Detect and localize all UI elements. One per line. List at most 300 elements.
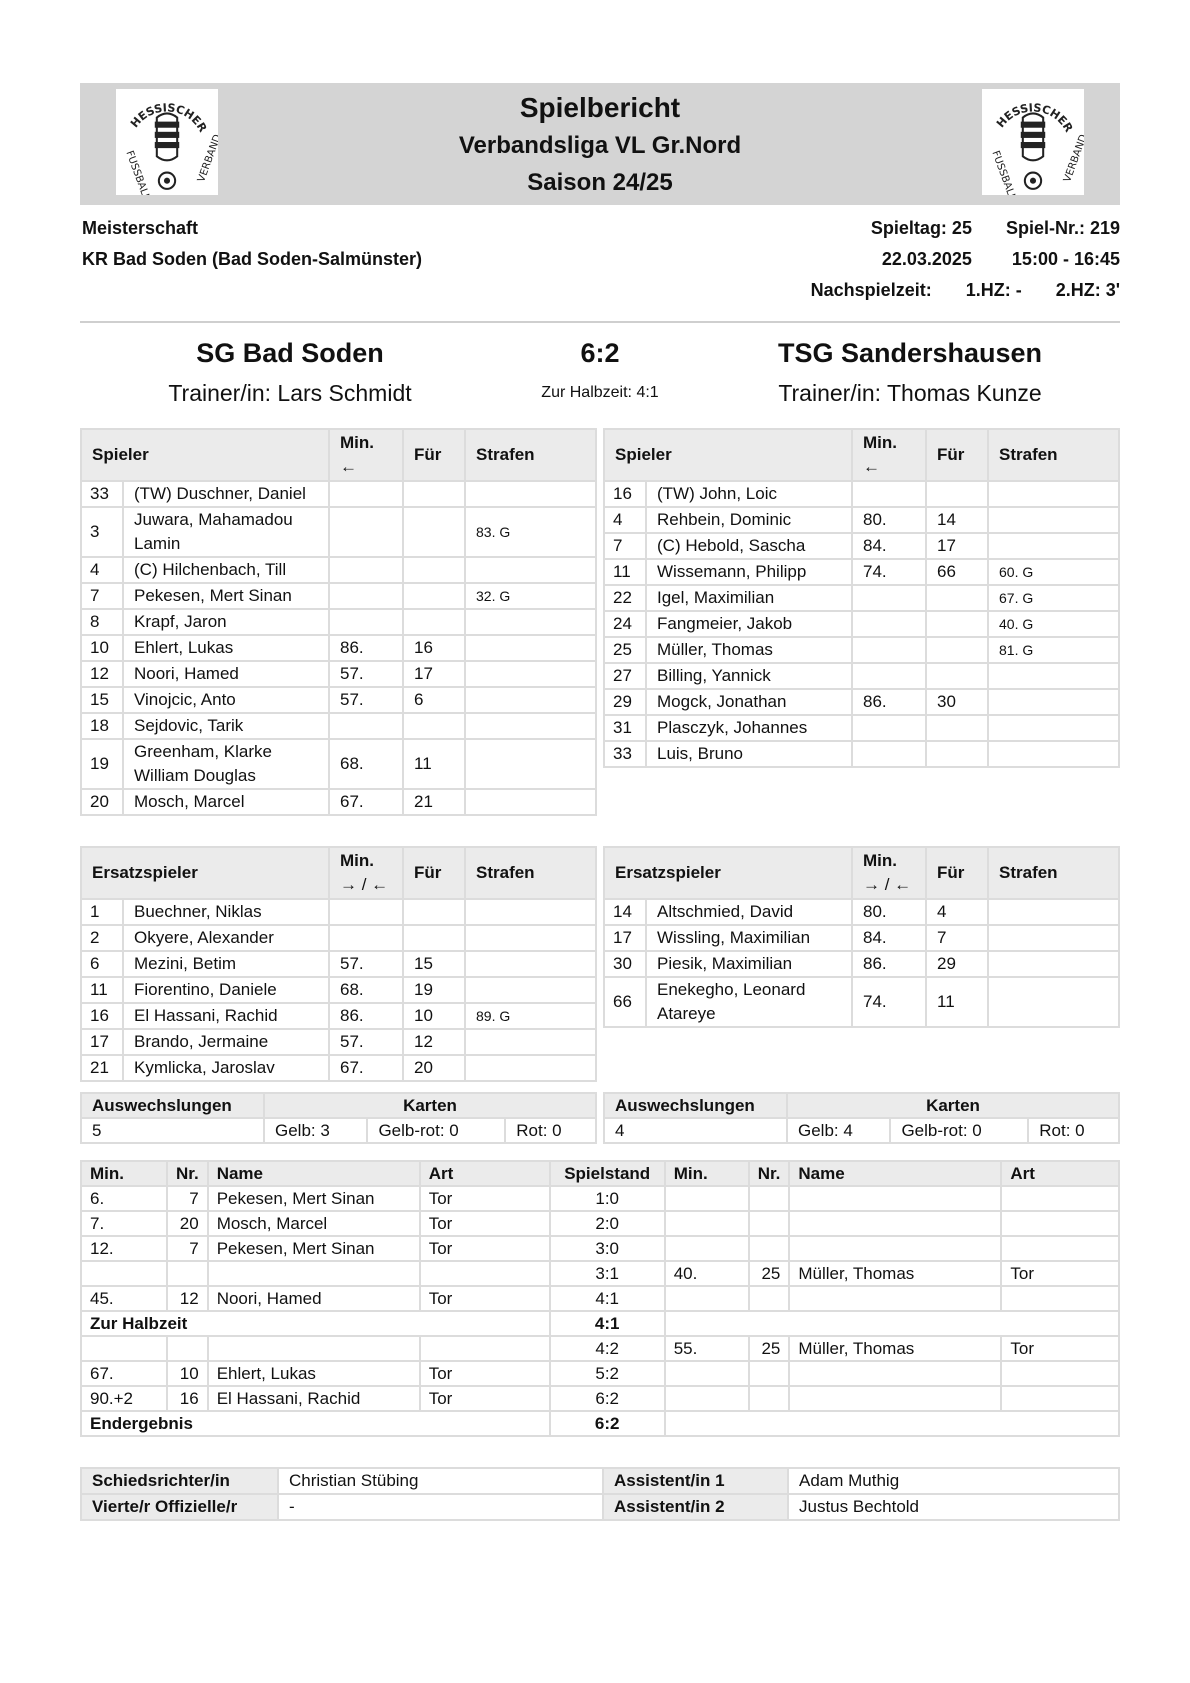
player-row bbox=[81, 583, 596, 609]
sub-minute: 57. bbox=[329, 661, 403, 687]
sub-minute: 57. bbox=[329, 951, 403, 977]
report-banner bbox=[80, 83, 1120, 205]
sub-minute: 67. bbox=[329, 789, 403, 815]
report-title: Spielbericht bbox=[519, 92, 681, 123]
player-number: 30 bbox=[604, 951, 646, 977]
summary-score: 4:1 bbox=[550, 1311, 665, 1336]
season: Saison 24/25 bbox=[527, 169, 673, 196]
penalty bbox=[988, 977, 1119, 1027]
empty-cell bbox=[665, 1311, 1119, 1336]
away-goal-minute bbox=[665, 1211, 749, 1236]
arrow-left-icon: ← bbox=[863, 457, 880, 476]
col-min: Min. ← bbox=[329, 429, 403, 481]
col-player: Spieler bbox=[81, 429, 329, 481]
player-number: 7 bbox=[81, 583, 123, 609]
referee-name: Christian Stübing bbox=[278, 1468, 603, 1494]
yellow-count: Gelb: 4 bbox=[787, 1118, 890, 1143]
away-goal-type: Tor bbox=[1001, 1261, 1119, 1286]
away-goal-minute bbox=[665, 1386, 749, 1411]
col-score: Spielstand bbox=[550, 1161, 665, 1186]
player-number: 20 bbox=[81, 789, 123, 815]
subs-header: Auswechslungen bbox=[604, 1093, 787, 1118]
away-goal-number bbox=[749, 1361, 790, 1386]
player-name: Juwara, Mahamadou Lamin bbox=[123, 507, 329, 557]
replaced-number: 29 bbox=[926, 951, 988, 977]
away-goal-type bbox=[1001, 1386, 1119, 1411]
player-name: Müller, Thomas bbox=[646, 637, 852, 663]
svg-text:FUSSBALL: FUSSBALL bbox=[123, 149, 152, 195]
player-name: Fangmeier, Jakob bbox=[646, 611, 852, 637]
player-name: (TW) John, Loic bbox=[646, 481, 852, 507]
sub-minute bbox=[329, 481, 403, 507]
replaced-number bbox=[403, 899, 465, 925]
sub-minute bbox=[852, 741, 926, 767]
col-home-nr: Nr. bbox=[167, 1161, 208, 1186]
home-goal-minute: 6. bbox=[81, 1186, 167, 1211]
running-score: 3:0 bbox=[550, 1236, 665, 1261]
player-number: 33 bbox=[81, 481, 123, 507]
player-number: 33 bbox=[604, 741, 646, 767]
sub-minute bbox=[329, 609, 403, 635]
replaced-number: 10 bbox=[403, 1003, 465, 1029]
replaced-number: 19 bbox=[403, 977, 465, 1003]
replaced-number: 21 bbox=[403, 789, 465, 815]
player-name: Sejdovic, Tarik bbox=[123, 713, 329, 739]
home-goal-scorer: Pekesen, Mert Sinan bbox=[208, 1186, 420, 1211]
home-goal-number: 10 bbox=[167, 1361, 208, 1386]
home-goal-type bbox=[420, 1261, 550, 1286]
penalty bbox=[465, 977, 596, 1003]
assistant2-name: Justus Bechtold bbox=[788, 1494, 1119, 1520]
player-name: Krapf, Jaron bbox=[123, 609, 329, 635]
player-number: 12 bbox=[81, 661, 123, 687]
replaced-number: 12 bbox=[403, 1029, 465, 1055]
sub-minute: 67. bbox=[329, 1055, 403, 1081]
player-row bbox=[604, 559, 1119, 585]
penalty bbox=[465, 609, 596, 635]
replaced-number bbox=[403, 507, 465, 557]
home-goal-type: Tor bbox=[420, 1211, 550, 1236]
away-goal-scorer bbox=[789, 1211, 1001, 1236]
penalty: 40. G bbox=[988, 611, 1119, 637]
sub-minute bbox=[329, 925, 403, 951]
replaced-number bbox=[403, 609, 465, 635]
player-number: 16 bbox=[604, 481, 646, 507]
assistant1-label: Assistent/in 1 bbox=[603, 1468, 788, 1494]
player-name: Wissling, Maximilian bbox=[646, 925, 852, 951]
cards-header: Karten bbox=[264, 1093, 596, 1118]
goal-row bbox=[81, 1211, 1119, 1236]
score-summary-row bbox=[81, 1311, 1119, 1336]
replaced-number: 6 bbox=[403, 687, 465, 713]
penalty bbox=[465, 687, 596, 713]
player-row bbox=[604, 741, 1119, 767]
assistant2-label: Assistent/in 2 bbox=[603, 1494, 788, 1520]
sub-minute: 57. bbox=[329, 687, 403, 713]
player-number: 25 bbox=[604, 637, 646, 663]
penalty bbox=[465, 1055, 596, 1081]
player-name: Buechner, Niklas bbox=[123, 899, 329, 925]
empty-cell bbox=[665, 1411, 1119, 1436]
svg-text:HESSISCHER: HESSISCHER bbox=[128, 101, 210, 135]
away-goal-number bbox=[749, 1286, 790, 1311]
home-goal-number bbox=[167, 1336, 208, 1361]
officials-table bbox=[80, 1467, 1120, 1521]
replaced-number bbox=[403, 925, 465, 951]
sub-minute: 68. bbox=[329, 977, 403, 1003]
away-goal-minute bbox=[665, 1286, 749, 1311]
goals-table bbox=[80, 1160, 1120, 1437]
away-goal-scorer bbox=[789, 1361, 1001, 1386]
player-number: 4 bbox=[604, 507, 646, 533]
penalty bbox=[465, 899, 596, 925]
penalty bbox=[988, 481, 1119, 507]
player-number: 11 bbox=[81, 977, 123, 1003]
home-goal-scorer: Ehlert, Lukas bbox=[208, 1361, 420, 1386]
home-goal-scorer: El Hassani, Rachid bbox=[208, 1386, 420, 1411]
player-name: Altschmied, David bbox=[646, 899, 852, 925]
replaced-number: 7 bbox=[926, 925, 988, 951]
penalty bbox=[988, 689, 1119, 715]
penalty bbox=[465, 635, 596, 661]
match-number: Spiel-Nr.: 219 bbox=[1005, 218, 1120, 238]
home-subs-table bbox=[80, 846, 597, 1082]
away-goal-scorer bbox=[789, 1386, 1001, 1411]
player-row bbox=[81, 713, 596, 739]
sub-minute bbox=[852, 585, 926, 611]
subs-header: Auswechslungen bbox=[81, 1093, 264, 1118]
sub-minute: 86. bbox=[852, 689, 926, 715]
col-penalties: Strafen bbox=[465, 847, 596, 899]
player-row bbox=[604, 507, 1119, 533]
sub-minute bbox=[852, 637, 926, 663]
player-row bbox=[604, 951, 1119, 977]
home-goal-scorer bbox=[208, 1336, 420, 1361]
player-name: Enekegho, Leonard Atareye bbox=[646, 977, 852, 1027]
hfv-logo-icon bbox=[982, 89, 1084, 195]
penalty bbox=[465, 789, 596, 815]
arrow-left-icon: ← bbox=[340, 457, 357, 476]
league-name: Verbandsliga VL Gr.Nord bbox=[458, 132, 742, 159]
goal-row bbox=[81, 1361, 1119, 1386]
player-number: 19 bbox=[81, 739, 123, 789]
away-goal-scorer: Müller, Thomas bbox=[789, 1261, 1001, 1286]
away-goal-number: 25 bbox=[749, 1336, 790, 1361]
subs-count: 4 bbox=[604, 1118, 787, 1143]
summary-label: Zur Halbzeit bbox=[81, 1311, 550, 1336]
away-goal-scorer bbox=[789, 1186, 1001, 1211]
replaced-number bbox=[926, 611, 988, 637]
penalty: 83. G bbox=[465, 507, 596, 557]
replaced-number bbox=[926, 585, 988, 611]
sub-minute bbox=[329, 713, 403, 739]
arrows-in-out-icon: → / ← bbox=[340, 875, 389, 894]
away-goal-number bbox=[749, 1211, 790, 1236]
player-row bbox=[81, 789, 596, 815]
matchday: Spieltag: 25 bbox=[870, 218, 972, 238]
goal-row bbox=[81, 1386, 1119, 1411]
home-goal-minute bbox=[81, 1336, 167, 1361]
venue: KR Bad Soden (Bad Soden-Salmünster) bbox=[82, 249, 423, 269]
player-row bbox=[604, 663, 1119, 689]
goal-row bbox=[81, 1186, 1119, 1211]
halftime-score: Zur Halbzeit: 4:1 bbox=[541, 384, 659, 401]
player-row bbox=[81, 1055, 596, 1081]
player-number: 17 bbox=[604, 925, 646, 951]
replaced-number bbox=[926, 741, 988, 767]
red-count: Rot: 0 bbox=[505, 1118, 596, 1143]
player-name: (C) Hilchenbach, Till bbox=[123, 557, 329, 583]
yellow-count: Gelb: 3 bbox=[264, 1118, 367, 1143]
svg-text:VERBAND: VERBAND bbox=[1062, 133, 1084, 184]
home-goal-type bbox=[420, 1336, 550, 1361]
match-date: 22.03.2025 bbox=[881, 249, 972, 269]
away-goal-type bbox=[1001, 1361, 1119, 1386]
replaced-number bbox=[403, 557, 465, 583]
replaced-number: 11 bbox=[403, 739, 465, 789]
col-away-name: Name bbox=[789, 1161, 1001, 1186]
player-number: 7 bbox=[604, 533, 646, 559]
replaced-number bbox=[926, 715, 988, 741]
away-goal-type bbox=[1001, 1186, 1119, 1211]
stoppage-second-half: 2.HZ: 3' bbox=[1055, 280, 1120, 300]
penalty: 67. G bbox=[988, 585, 1119, 611]
player-row bbox=[604, 637, 1119, 663]
away-goal-number bbox=[749, 1186, 790, 1211]
penalty bbox=[465, 951, 596, 977]
away-goal-scorer: Müller, Thomas bbox=[789, 1336, 1001, 1361]
player-number: 1 bbox=[81, 899, 123, 925]
fourth-official-label: Vierte/r Offizielle/r bbox=[81, 1494, 278, 1520]
player-number: 17 bbox=[81, 1029, 123, 1055]
home-goal-scorer: Mosch, Marcel bbox=[208, 1211, 420, 1236]
home-goal-minute bbox=[81, 1261, 167, 1286]
hfv-logo-icon bbox=[116, 89, 218, 195]
player-name: Mogck, Jonathan bbox=[646, 689, 852, 715]
col-for: Für bbox=[403, 429, 465, 481]
player-number: 31 bbox=[604, 715, 646, 741]
referee-label: Schiedsrichter/in bbox=[81, 1468, 278, 1494]
home-goal-minute: 7. bbox=[81, 1211, 167, 1236]
divider bbox=[80, 321, 1120, 323]
player-row bbox=[604, 689, 1119, 715]
sub-minute: 84. bbox=[852, 533, 926, 559]
player-row bbox=[604, 715, 1119, 741]
summary-label: Endergebnis bbox=[81, 1411, 550, 1436]
home-team-name: SG Bad Soden bbox=[196, 338, 384, 368]
away-goal-scorer bbox=[789, 1236, 1001, 1261]
home-goal-number: 20 bbox=[167, 1211, 208, 1236]
home-goal-number: 16 bbox=[167, 1386, 208, 1411]
sub-minute bbox=[852, 481, 926, 507]
away-goal-minute bbox=[665, 1236, 749, 1261]
home-goal-scorer: Pekesen, Mert Sinan bbox=[208, 1236, 420, 1261]
red-count: Rot: 0 bbox=[1028, 1118, 1119, 1143]
player-number: 10 bbox=[81, 635, 123, 661]
replaced-number: 17 bbox=[926, 533, 988, 559]
player-number: 4 bbox=[81, 557, 123, 583]
player-row bbox=[604, 899, 1119, 925]
player-row bbox=[81, 899, 596, 925]
player-row bbox=[81, 739, 596, 789]
home-goal-type: Tor bbox=[420, 1361, 550, 1386]
away-goal-number: 25 bbox=[749, 1261, 790, 1286]
player-name: Mezini, Betim bbox=[123, 951, 329, 977]
penalty bbox=[988, 899, 1119, 925]
replaced-number bbox=[926, 481, 988, 507]
player-name: Okyere, Alexander bbox=[123, 925, 329, 951]
player-number: 21 bbox=[81, 1055, 123, 1081]
col-away-min: Min. bbox=[665, 1161, 749, 1186]
penalty bbox=[465, 1029, 596, 1055]
penalty: 81. G bbox=[988, 637, 1119, 663]
player-name: Fiorentino, Daniele bbox=[123, 977, 329, 1003]
away-goal-type bbox=[1001, 1286, 1119, 1311]
away-goal-minute: 55. bbox=[665, 1336, 749, 1361]
away-stats-table bbox=[603, 1092, 1120, 1144]
sub-minute bbox=[329, 557, 403, 583]
sub-minute: 80. bbox=[852, 899, 926, 925]
penalty: 60. G bbox=[988, 559, 1119, 585]
goal-row bbox=[81, 1236, 1119, 1261]
home-goal-number bbox=[167, 1261, 208, 1286]
player-row bbox=[604, 481, 1119, 507]
col-home-name: Name bbox=[208, 1161, 420, 1186]
arrows-in-out-icon: → / ← bbox=[863, 875, 912, 894]
replaced-number bbox=[403, 583, 465, 609]
match-time: 15:00 - 16:45 bbox=[1011, 249, 1120, 269]
player-number: 15 bbox=[81, 687, 123, 713]
player-number: 29 bbox=[604, 689, 646, 715]
home-goal-minute: 45. bbox=[81, 1286, 167, 1311]
col-home-type: Art bbox=[420, 1161, 550, 1186]
replaced-number: 11 bbox=[926, 977, 988, 1027]
player-row bbox=[81, 977, 596, 1003]
replaced-number bbox=[403, 481, 465, 507]
home-lineup-table bbox=[80, 428, 597, 816]
score-summary-row bbox=[81, 1411, 1119, 1436]
penalty: 32. G bbox=[465, 583, 596, 609]
penalty bbox=[988, 951, 1119, 977]
player-name: (TW) Duschner, Daniel bbox=[123, 481, 329, 507]
sub-minute: 74. bbox=[852, 559, 926, 585]
player-name: Noori, Hamed bbox=[123, 661, 329, 687]
subs-count: 5 bbox=[81, 1118, 264, 1143]
home-goal-scorer bbox=[208, 1261, 420, 1286]
penalty bbox=[465, 925, 596, 951]
away-goal-type bbox=[1001, 1236, 1119, 1261]
sub-minute: 57. bbox=[329, 1029, 403, 1055]
penalty bbox=[465, 713, 596, 739]
player-name: Luis, Bruno bbox=[646, 741, 852, 767]
sub-minute: 74. bbox=[852, 977, 926, 1027]
player-name: Ehlert, Lukas bbox=[123, 635, 329, 661]
player-name: Brando, Jermaine bbox=[123, 1029, 329, 1055]
summary-score: 6:2 bbox=[550, 1411, 665, 1436]
col-min: Min. ← bbox=[852, 429, 926, 481]
player-number: 18 bbox=[81, 713, 123, 739]
away-goal-minute bbox=[665, 1361, 749, 1386]
player-number: 66 bbox=[604, 977, 646, 1027]
replaced-number: 15 bbox=[403, 951, 465, 977]
sub-minute bbox=[852, 715, 926, 741]
player-number: 24 bbox=[604, 611, 646, 637]
col-away-type: Art bbox=[1001, 1161, 1119, 1186]
player-number: 8 bbox=[81, 609, 123, 635]
player-number: 2 bbox=[81, 925, 123, 951]
goal-row bbox=[81, 1286, 1119, 1311]
replaced-number bbox=[926, 637, 988, 663]
assistant1-name: Adam Muthig bbox=[788, 1468, 1119, 1494]
replaced-number: 20 bbox=[403, 1055, 465, 1081]
sub-minute: 84. bbox=[852, 925, 926, 951]
player-number: 6 bbox=[81, 951, 123, 977]
running-score: 1:0 bbox=[550, 1186, 665, 1211]
player-name: Billing, Yannick bbox=[646, 663, 852, 689]
player-name: Kymlicka, Jaroslav bbox=[123, 1055, 329, 1081]
home-goal-number: 7 bbox=[167, 1186, 208, 1211]
penalty bbox=[988, 741, 1119, 767]
penalty bbox=[465, 661, 596, 687]
col-away-nr: Nr. bbox=[749, 1161, 790, 1186]
player-row bbox=[81, 661, 596, 687]
player-row bbox=[604, 977, 1119, 1027]
fourth-official-name: - bbox=[278, 1494, 603, 1520]
home-trainer: Trainer/in: Lars Schmidt bbox=[168, 380, 412, 406]
col-penalties: Strafen bbox=[988, 429, 1119, 481]
away-goal-minute bbox=[665, 1186, 749, 1211]
player-name: Pekesen, Mert Sinan bbox=[123, 583, 329, 609]
penalty bbox=[465, 739, 596, 789]
goal-row bbox=[81, 1261, 1119, 1286]
player-row bbox=[81, 635, 596, 661]
sub-minute: 86. bbox=[852, 951, 926, 977]
player-name: El Hassani, Rachid bbox=[123, 1003, 329, 1029]
player-row bbox=[81, 481, 596, 507]
player-name: Wissemann, Philipp bbox=[646, 559, 852, 585]
col-for: Für bbox=[403, 847, 465, 899]
player-number: 22 bbox=[604, 585, 646, 611]
running-score: 4:1 bbox=[550, 1286, 665, 1311]
home-goal-type: Tor bbox=[420, 1186, 550, 1211]
sub-minute bbox=[329, 507, 403, 557]
player-row bbox=[604, 611, 1119, 637]
player-row bbox=[81, 1003, 596, 1029]
away-team-name: TSG Sandershausen bbox=[777, 338, 1043, 368]
home-goal-type: Tor bbox=[420, 1386, 550, 1411]
player-number: 27 bbox=[604, 663, 646, 689]
svg-text:HESSISCHER: HESSISCHER bbox=[994, 101, 1076, 135]
player-number: 16 bbox=[81, 1003, 123, 1029]
home-goal-minute: 90.+2 bbox=[81, 1386, 167, 1411]
sub-minute bbox=[852, 663, 926, 689]
player-row bbox=[81, 687, 596, 713]
away-lineup-table bbox=[603, 428, 1120, 768]
sub-minute bbox=[329, 899, 403, 925]
yellow-red-count: Gelb-rot: 0 bbox=[367, 1118, 505, 1143]
col-for: Für bbox=[926, 429, 988, 481]
penalty bbox=[988, 507, 1119, 533]
home-goal-type: Tor bbox=[420, 1286, 550, 1311]
cards-header: Karten bbox=[787, 1093, 1119, 1118]
col-penalties: Strafen bbox=[988, 847, 1119, 899]
running-score: 6:2 bbox=[550, 1386, 665, 1411]
away-goal-type: Tor bbox=[1001, 1336, 1119, 1361]
home-goal-scorer: Noori, Hamed bbox=[208, 1286, 420, 1311]
col-penalties: Strafen bbox=[465, 429, 596, 481]
player-name: (C) Hebold, Sascha bbox=[646, 533, 852, 559]
player-name: Mosch, Marcel bbox=[123, 789, 329, 815]
